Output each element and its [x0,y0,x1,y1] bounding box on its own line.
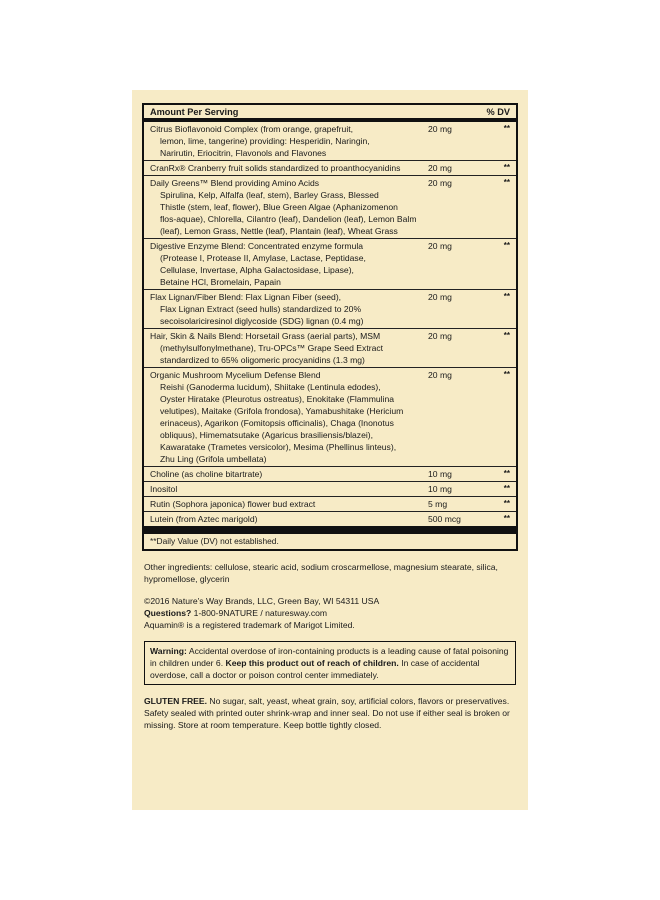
ingredient-dv: ** [503,370,510,379]
ingredient-line: Flax Lignan/Fiber Blend: Flax Lignan Fiber (seed), [150,292,342,302]
ingredient-dv: ** [503,499,510,508]
ingredient-line: (Protease I, Protease II, Amylase, Lactase, Peptidase, [160,253,366,263]
ingredient-line: Oyster Hiratake (Pleurotus ostreatus), Enokitake (Flammulina [160,394,395,404]
ingredient-amount: 20 mg [428,292,452,302]
supplement-facts-table [142,103,518,551]
ingredient-amount: 20 mg [428,178,452,188]
ingredient-line: Thistle (stem, leaf, flower), Blue Green Algae (Aphanizomenon [160,202,398,212]
ingredient-amount: 20 mg [428,331,452,341]
ingredient-amount: 10 mg [428,469,452,479]
ingredient-line: Lutein (from Aztec marigold) [150,514,258,524]
ingredient-line: Spirulina, Kelp, Alfalfa (leaf, stem), Barley Grass, Blessed [160,190,379,200]
ingredient-line: Rutin (Sophora japonica) flower bud extract [150,499,316,509]
ingredient-line: Betaine HCl, Bromelain, Papain [160,277,281,287]
ingredient-line: Narirutin, Eriocitrin, Flavonols and Flavones [160,148,327,158]
ingredient-line: lemon, lime, tangerine) providing: Hesperidin, Naringin, [160,136,370,146]
ingredient-line: velutipes), Maitake (Grifola frondosa), Yamabushitake (Hericium [160,406,404,416]
supplement-label [132,90,528,810]
ingredient-line: Kawaratake (Trametes versicolor), Mesima (Phellinus linteus), [160,442,397,452]
ingredient-amount: 500 mcg [428,514,461,524]
table-row [144,290,516,329]
other-ingredients: Other ingredients: cellulose, stearic acid, sodium croscarmellose, magnesium stearate, silica, hypromellose, glycerin [144,562,498,584]
copyright-line: ©2016 Nature's Way Brands, LLC, Green Bay, WI 54311 USA [144,596,380,606]
ingredient-dv: ** [503,124,510,133]
ingredient-dv: ** [503,163,510,172]
ingredient-line: Zhu Ling (Grifola umbellata) [160,454,267,464]
table-row [144,176,516,239]
ingredient-name [150,468,428,480]
ingredient-name [150,330,428,366]
ingredient-amount: 20 mg [428,124,452,134]
warning-text-3: In case of accidental overdose, call a doctor or poison control center immediately. [150,658,480,680]
ingredient-dv: ** [503,241,510,250]
ingredient-rows [144,122,516,534]
warning-keep-away: Keep this product out of reach of children. [225,658,399,668]
gluten-free-statement [144,695,516,731]
warning-text-1: Accidental overdose of iron-containing products is a leading cause of fatal poisoning in children under 6. [150,646,509,668]
ingredient-line: Organic Mushroom Mycelium Defense Blend [150,370,321,380]
ingredient-name [150,498,428,510]
table-row [144,467,516,482]
ingredient-name [150,483,428,495]
ingredient-line: Cellulase, Invertase, Alpha Galactosidase, Lipase), [160,265,354,275]
trademark-line: Aquamin® is a registered trademark of Marigot Limited. [144,620,355,630]
table-header [144,105,516,122]
ingredient-name [150,177,428,237]
ingredient-name [150,240,428,288]
ingredient-line: (methylsulfonylmethane), Tru-OPCs™ Grape Seed Extract [160,343,384,353]
company-info [144,595,516,631]
ingredient-amount: 5 mg [428,499,448,509]
table-row [144,512,516,534]
ingredient-amount: 20 mg [428,241,452,251]
ingredient-line: Flax Lignan Extract (seed hulls) standardized to 20% [160,304,362,314]
ingredient-line: Citrus Bioflavonoid Complex (from orange, grapefruit, [150,124,353,134]
ingredient-name [150,162,428,174]
dv-heading: % DV [486,107,510,117]
amount-per-serving-heading: Amount Per Serving [150,107,239,117]
ingredient-line: CranRx® Cranberry fruit solids standardized to proanthocyanidins [150,163,401,173]
ingredient-line: Hair, Skin & Nails Blend: Horsetail Grass (aerial parts), MSM [150,331,381,341]
gluten-free-text: No sugar, salt, yeast, wheat grain, soy, artificial colors, flavors or preservatives. Safety sealed with printed outer shrink-wrap and inner seal. Do not use if either seal is broken or missing. Store at room temperature. Keep bottle tightly closed. [144,696,510,730]
ingredient-amount: 20 mg [428,370,452,380]
ingredient-name [150,369,428,465]
ingredient-dv: ** [503,469,510,478]
ingredient-line: secoisolariciresinol diglycoside (SDG) lignan (0.4 mg) [160,316,364,326]
table-row [144,368,516,467]
warning-box [144,641,516,685]
ingredient-amount: 10 mg [428,484,452,494]
ingredient-dv: ** [503,331,510,340]
ingredient-line: Reishi (Ganoderma lucidum), Shiitake (Lentinula edodes), [160,382,381,392]
questions-line [144,607,516,619]
table-row [144,239,516,290]
ingredient-line: Inositol [150,484,178,494]
ingredient-line: standardized to 65% oligomeric procyanidins (1.3 mg) [160,355,365,365]
questions-label: Questions? [144,608,192,618]
table-row [144,482,516,497]
ingredient-name [150,291,428,327]
warning-label: Warning: [150,646,187,656]
ingredient-dv: ** [503,514,510,523]
ingredient-line: flos-aquae), Chlorella, Cilantro (leaf), Dandelion (leaf), Lemon Balm [160,214,417,224]
table-row [144,329,516,368]
dv-footnote: **Daily Value (DV) not established. [150,536,279,546]
ingredient-dv: ** [503,292,510,301]
ingredient-line: Daily Greens™ Blend providing Amino Acids [150,178,320,188]
gluten-free-label: GLUTEN FREE. [144,696,208,706]
ingredient-name [150,513,428,525]
ingredient-amount: 20 mg [428,163,452,173]
ingredient-line: (leaf), Lemon Grass, Nettle (leaf), Plantain (leaf), Wheat Grass [160,226,398,236]
table-row [144,122,516,161]
ingredient-line: Choline (as choline bitartrate) [150,469,263,479]
questions-contact: 1-800-9NATURE / naturesway.com [191,608,328,618]
ingredient-dv: ** [503,484,510,493]
table-row [144,497,516,512]
table-row [144,161,516,176]
ingredient-line: Digestive Enzyme Blend: Concentrated enzyme formula [150,241,364,251]
ingredient-line: obliquus), Himematsutake (Agaricus brasiliensis/blazei), [160,430,374,440]
ingredient-name [150,123,428,159]
ingredient-line: erinaceus), Agarikon (Fomitopsis officinalis), Chaga (Inonotus [160,418,394,428]
ingredient-dv: ** [503,178,510,187]
